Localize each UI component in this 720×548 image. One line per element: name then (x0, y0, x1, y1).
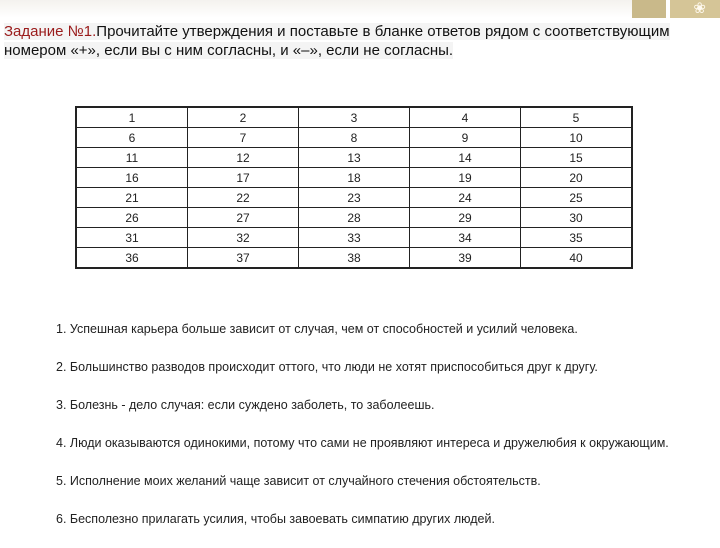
statement-item: 6. Бесполезно прилагать усилия, чтобы завоевать симпатию других людей. (56, 512, 495, 526)
grid-row (76, 188, 632, 208)
statement-item: 4. Люди оказываются одинокими, потому что сами не проявляют интереса и дружелюбия к окружающим. (56, 436, 669, 450)
corner-block (632, 0, 666, 18)
answer-cell[interactable]: 40 (521, 248, 633, 269)
answer-cell[interactable]: 9 (410, 128, 521, 148)
task-heading (4, 22, 704, 60)
grid-row (76, 208, 632, 228)
statement-item: 3. Болезнь - дело случая: если суждено заболеть, то заболеешь. (56, 398, 435, 412)
answer-cell[interactable]: 8 (299, 128, 410, 148)
statement-item: 1. Успешная карьера больше зависит от случая, чем от способностей и усилий человека. (56, 322, 578, 336)
answer-cell[interactable]: 15 (521, 148, 633, 168)
answer-cell[interactable]: 1 (76, 107, 188, 128)
answer-cell[interactable]: 34 (410, 228, 521, 248)
answer-cell[interactable]: 21 (76, 188, 188, 208)
corner-block-ornament (670, 0, 720, 18)
answer-cell[interactable]: 32 (188, 228, 299, 248)
answer-cell[interactable]: 12 (188, 148, 299, 168)
answer-cell[interactable]: 17 (188, 168, 299, 188)
answer-cell[interactable]: 27 (188, 208, 299, 228)
answer-cell[interactable]: 28 (299, 208, 410, 228)
answer-cell[interactable]: 39 (410, 248, 521, 269)
answer-cell[interactable]: 29 (410, 208, 521, 228)
answer-cell[interactable]: 3 (299, 107, 410, 128)
answer-cell[interactable]: 6 (76, 128, 188, 148)
grid-row (76, 228, 632, 248)
answer-cell[interactable]: 13 (299, 148, 410, 168)
answer-cell[interactable]: 38 (299, 248, 410, 269)
answer-cell[interactable]: 26 (76, 208, 188, 228)
answer-cell[interactable]: 5 (521, 107, 633, 128)
answer-cell[interactable]: 2 (188, 107, 299, 128)
answer-cell[interactable]: 35 (521, 228, 633, 248)
answer-cell[interactable]: 37 (188, 248, 299, 269)
answer-cell[interactable]: 25 (521, 188, 633, 208)
answer-cell[interactable]: 20 (521, 168, 633, 188)
answer-grid (75, 106, 633, 269)
answer-cell[interactable]: 31 (76, 228, 188, 248)
grid-row (76, 107, 632, 128)
answer-cell[interactable]: 11 (76, 148, 188, 168)
answer-cell[interactable]: 30 (521, 208, 633, 228)
corner-decoration (610, 0, 720, 18)
answer-cell[interactable]: 19 (410, 168, 521, 188)
answer-cell[interactable]: 33 (299, 228, 410, 248)
answer-cell[interactable]: 4 (410, 107, 521, 128)
answer-cell[interactable]: 16 (76, 168, 188, 188)
instruction-line-1: Прочитайте утверждения и поставьте в бланке ответов рядом с соответствующим (96, 23, 670, 40)
answer-cell[interactable]: 7 (188, 128, 299, 148)
answer-cell[interactable]: 24 (410, 188, 521, 208)
grid-row (76, 248, 632, 269)
grid-row (76, 148, 632, 168)
statement-item: 2. Большинство разводов происходит оттого, что люди не хотят приспособиться друг к другу. (56, 360, 598, 374)
statement-item: 5. Исполнение моих желаний чаще зависит от случайного стечения обстоятельств. (56, 474, 541, 488)
answer-cell[interactable]: 14 (410, 148, 521, 168)
answer-cell[interactable]: 22 (188, 188, 299, 208)
flower-ornament-icon: ❀ (693, 0, 706, 17)
task-label: Задание №1. (4, 23, 97, 40)
answer-cell[interactable]: 36 (76, 248, 188, 269)
answer-cell[interactable]: 23 (299, 188, 410, 208)
answer-cell[interactable]: 10 (521, 128, 633, 148)
statements-list (56, 320, 711, 548)
grid-row (76, 128, 632, 148)
grid-row (76, 168, 632, 188)
answer-cell[interactable]: 18 (299, 168, 410, 188)
instruction-line-2: номером «+», если вы с ним согласны, и «–», если не согласны. (4, 42, 454, 59)
